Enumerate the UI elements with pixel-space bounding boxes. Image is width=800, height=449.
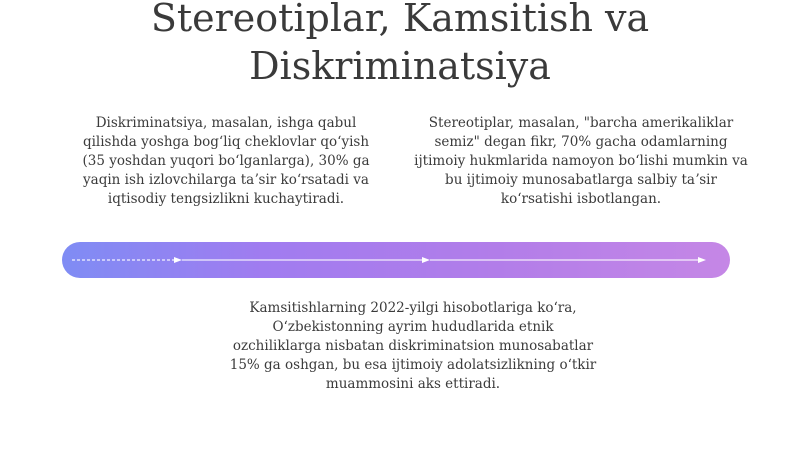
text-block-discrimination: Diskriminatsiya, masalan, ishga qabul qilishda yoshga bogʻliq cheklovlar qoʻyish (35 yoshdan yuqori boʻlganlarga), 30% ga yaqin ish izlovchilarga taʼsir koʻrsatadi va iqtisodiy tengsizlikni kuchaytiradi.: [82, 115, 370, 207]
text-block-stereotypes: Stereotiplar, masalan, "barcha amerikaliklar semiz" degan fikr, 70% gacha odamlarning ijtimoiy hukmlarida namoyon boʻlishi mumkin va bu ijtimoiy munosabatlarga salbiy taʼsir koʻrsatishi isbotlangan.: [414, 115, 748, 207]
timeline-bar: [62, 242, 730, 278]
arrow-head-1: [174, 257, 182, 263]
arrow-head-3: [698, 257, 706, 263]
timeline-arrows: [62, 242, 730, 278]
arrow-head-2: [422, 257, 430, 263]
text-block-report: Kamsitishlarning 2022-yilgi hisobotlariga koʻra, Oʻzbekistonning ayrim hududlarida etnik ozchiliklarga nisbatan diskriminatsion munosabatlar 15% ga oshgan, bu esa ijtimoiy adolatsizlikning oʻtkir muammosini aks ettiradi.: [229, 300, 597, 392]
slide-title: Stereotiplar, Kamsitish va Diskriminatsiya: [150, 0, 650, 88]
